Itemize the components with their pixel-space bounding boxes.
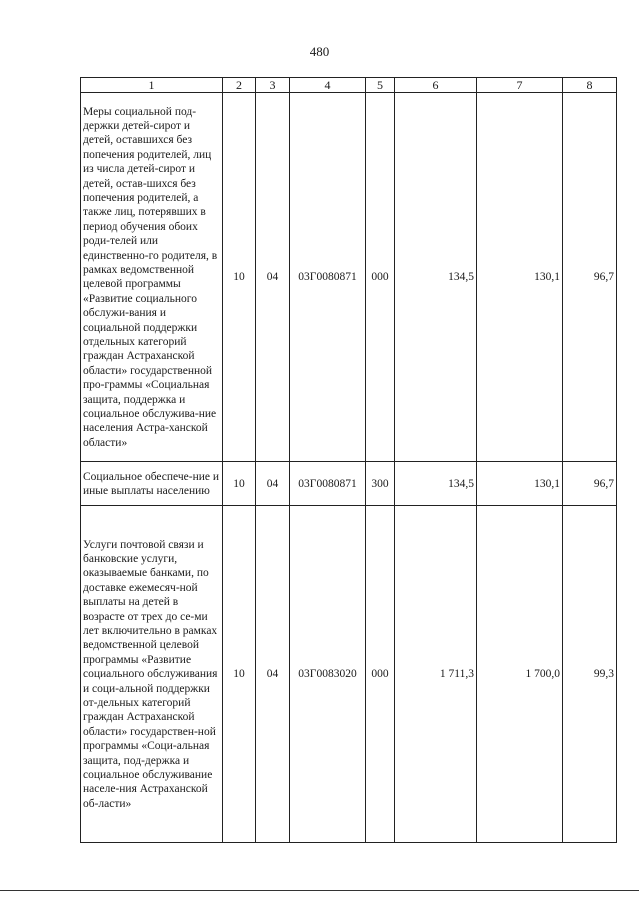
- row-value-7: 130,1: [477, 93, 563, 462]
- row-value-6: 1 711,3: [395, 506, 477, 843]
- header-col-3: 3: [256, 78, 290, 93]
- header-col-7: 7: [477, 78, 563, 93]
- row-value-8: 99,3: [563, 506, 617, 843]
- row-name: Услуги почтовой связи и банковские услуги, оказываемые банками, по доставке ежемесяч-ной выплаты на детей в возрасте от трех до се-ми лет включительно в рамках ведомственной целевой программы «Развитие социального обслуживания и соци-альной поддержки от-дельных категорий граждан Астраханской области» государствен-ной программы «Соци-альная защита, под-держка и социальное обслуживание населе-ния Астраханской об-ласти»: [81, 506, 223, 843]
- row-value-8: 96,7: [563, 462, 617, 506]
- header-col-2: 2: [223, 78, 256, 93]
- row-name: Социальное обеспече-ние и иные выплаты населению: [81, 462, 223, 506]
- header-col-5: 5: [366, 78, 395, 93]
- row-value-6: 134,5: [395, 462, 477, 506]
- header-col-1: 1: [81, 78, 223, 93]
- row-value-7: 1 700,0: [477, 506, 563, 843]
- row-target-article: 03Г0080871: [290, 93, 366, 462]
- row-section: 10: [223, 506, 256, 843]
- row-section: 10: [223, 93, 256, 462]
- table-row: [81, 462, 617, 506]
- row-value-7: 130,1: [477, 462, 563, 506]
- row-subsection: 04: [256, 93, 290, 462]
- row-expense-type: 000: [366, 506, 395, 843]
- table-row: [81, 506, 617, 843]
- row-expense-type: 300: [366, 462, 395, 506]
- row-subsection: 04: [256, 462, 290, 506]
- budget-table: [80, 77, 617, 843]
- row-value-8: 96,7: [563, 93, 617, 462]
- row-section: 10: [223, 462, 256, 506]
- row-value-6: 134,5: [395, 93, 477, 462]
- row-target-article: 03Г0080871: [290, 462, 366, 506]
- row-expense-type: 000: [366, 93, 395, 462]
- header-col-6: 6: [395, 78, 477, 93]
- page-bottom-rule: [0, 890, 639, 891]
- header-col-4: 4: [290, 78, 366, 93]
- row-name: Меры социальной под-держки детей-сирот и детей, оставшихся без попечения родителей, лиц из числа детей-сирот и детей, остав-шихся без попечения родителей, а также лиц, потерявших в период обучения обоих роди-телей или единственно-го родителя, в рамках ведомственной целевой программы «Развитие социального обслужи-вания и социальной поддержки отдельных категорий граждан Астраханской области» государственной про-граммы «Социальная защита, поддержка и социальное обслужива-ние населения Астра-ханской области»: [81, 93, 223, 462]
- page-number: 480: [309, 44, 330, 59]
- row-subsection: 04: [256, 506, 290, 843]
- header-col-8: 8: [563, 78, 617, 93]
- table-row: [81, 93, 617, 462]
- header-row: [81, 78, 617, 93]
- row-target-article: 03Г0083020: [290, 506, 366, 843]
